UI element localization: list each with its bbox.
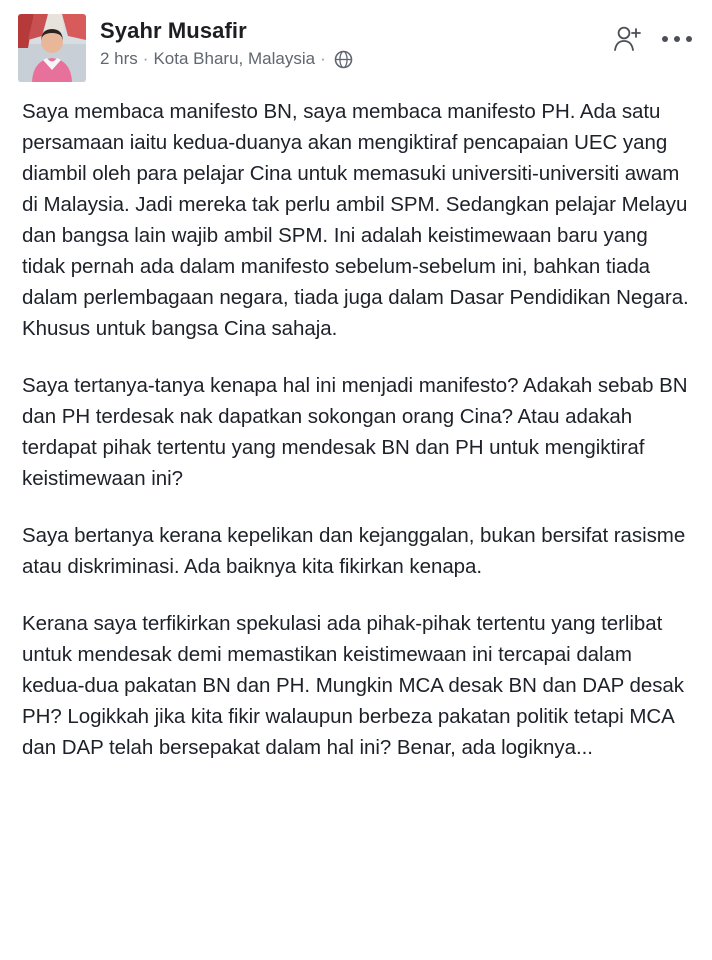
post-paragraph: Saya bertanya kerana kepelikan dan kejanggalan, bukan bersifat rasisme atau diskriminasi. Ada baiknya kita fikirkan kenapa. (22, 524, 686, 578)
post-paragraph: Saya tertanya-tanya kenapa hal ini menjadi manifesto? Adakah sebab BN dan PH terdesak nak dapatkan sokongan orang Cina? Atau adakah terdapat pihak tertentu yang mendesak BN dan PH untuk mengiktiraf keistimewaan ini? (22, 374, 688, 490)
author-name[interactable]: Syahr Musafir (100, 18, 247, 43)
profile-photo-icon (18, 14, 86, 82)
post-meta (100, 48, 610, 70)
more-options-icon[interactable] (660, 26, 694, 52)
post-location[interactable]: Kota Bharu, Malaysia (153, 49, 316, 68)
globe-icon[interactable] (334, 50, 353, 69)
post-header (0, 0, 712, 88)
meta-separator-2: · (320, 49, 326, 68)
post-paragraph: Kerana saya terfikirkan spekulasi ada pihak-pihak tertentu yang terlibat untuk mendesak demi memastikan keistimewaan ini tercapai dalam kedua-dua pakatan BN dan PH. Mungkin MCA desak BN dan DAP desak PH? Logikkah jika kita fikir walaupun berbeza pakatan politik tetapi MCA dan DAP telah bersepakat dalam hal ini? Benar, ada logiknya... (22, 612, 684, 759)
meta-separator-1: · (142, 49, 149, 68)
more-dot-2 (674, 36, 680, 42)
more-dot-3 (686, 36, 692, 42)
post-paragraph: Saya membaca manifesto BN, saya membaca manifesto PH. Ada satu persamaan iaitu kedua-duanya akan mengiktiraf pencapaian UEC yang diambil oleh para pelajar Cina untuk memasuki universiti-universiti awam di Malaysia. Jadi mereka tak perlu ambil SPM. Sedangkan pelajar Melayu dan bangsa lain wajib ambil SPM. Ini adalah keistimewaan baru yang tidak pernah ada dalam manifesto sebelum-sebelum ini, bahkan tiada dalam perlembagaan negara, tiada juga dalam Dasar Pendidikan Negara. Khusus untuk bangsa Cina sahaja. (22, 100, 689, 340)
avatar[interactable] (18, 14, 86, 82)
more-dot-1 (662, 36, 668, 42)
post-timestamp[interactable]: 2 hrs (100, 49, 138, 68)
post-body (0, 88, 712, 763)
header-actions (610, 14, 694, 56)
add-friend-icon[interactable] (610, 22, 644, 56)
header-text (86, 14, 610, 70)
